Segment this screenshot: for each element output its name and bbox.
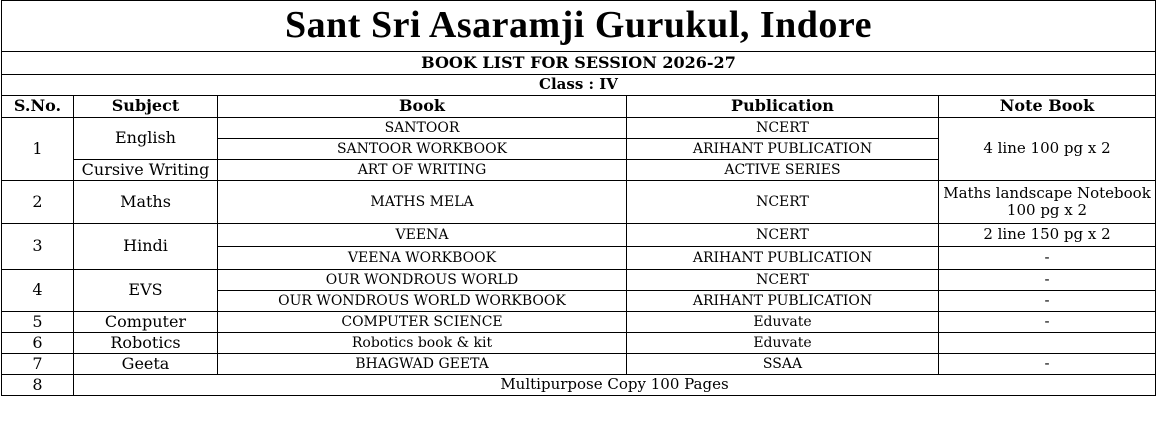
header-sno: S.No. (2, 96, 74, 118)
table-row (2, 354, 1156, 375)
session-row (2, 52, 1156, 75)
table-row (2, 333, 1156, 354)
sno-cell: 1 (2, 118, 74, 181)
sno-cell: 2 (2, 181, 74, 224)
notebook-cell: 4 line 100 pg x 2 (939, 118, 1156, 181)
book-cell: BHAGWAD GEETA (218, 354, 627, 375)
table-row (2, 224, 1156, 247)
table-row (2, 312, 1156, 333)
publication-cell: NCERT (627, 181, 939, 224)
notebook-cell: Maths landscape Notebook 100 pg x 2 (939, 181, 1156, 224)
notebook-cell: - (939, 291, 1156, 312)
class-row (2, 75, 1156, 96)
sno-cell: 8 (2, 375, 74, 396)
subject-cell: Geeta (74, 354, 218, 375)
header-subject: Subject (74, 96, 218, 118)
notebook-cell (939, 333, 1156, 354)
subject-cell: English (74, 118, 218, 160)
book-cell: VEENA (218, 224, 627, 247)
book-cell: SANTOOR WORKBOOK (218, 139, 627, 160)
book-cell: ART OF WRITING (218, 160, 627, 181)
subject-cell: Hindi (74, 224, 218, 270)
notebook-cell: 2 line 150 pg x 2 (939, 224, 1156, 247)
multipurpose-copy-cell: Multipurpose Copy 100 Pages (74, 375, 1156, 396)
notebook-cell: - (939, 247, 1156, 270)
subject-cell: Cursive Writing (74, 160, 218, 181)
publication-cell: Eduvate (627, 333, 939, 354)
publication-cell: ARIHANT PUBLICATION (627, 291, 939, 312)
subject-cell: Robotics (74, 333, 218, 354)
table-row (2, 270, 1156, 291)
book-cell: VEENA WORKBOOK (218, 247, 627, 270)
publication-cell: Eduvate (627, 312, 939, 333)
notebook-cell: - (939, 354, 1156, 375)
book-list-table (1, 0, 1156, 396)
subject-cell: EVS (74, 270, 218, 312)
book-cell: Robotics book & kit (218, 333, 627, 354)
sno-cell: 5 (2, 312, 74, 333)
publication-cell: SSAA (627, 354, 939, 375)
table-row (2, 181, 1156, 224)
title-row (2, 1, 1156, 52)
sno-cell: 3 (2, 224, 74, 270)
table-row (2, 118, 1156, 139)
publication-cell: NCERT (627, 270, 939, 291)
header-notebook: Note Book (939, 96, 1156, 118)
book-cell: OUR WONDROUS WORLD (218, 270, 627, 291)
book-cell: MATHS MELA (218, 181, 627, 224)
sno-cell: 7 (2, 354, 74, 375)
publication-cell: NCERT (627, 224, 939, 247)
publication-cell: ACTIVE SERIES (627, 160, 939, 181)
table-row (2, 375, 1156, 396)
sno-cell: 4 (2, 270, 74, 312)
book-cell: OUR WONDROUS WORLD WORKBOOK (218, 291, 627, 312)
header-book: Book (218, 96, 627, 118)
subject-cell: Computer (74, 312, 218, 333)
notebook-cell: - (939, 270, 1156, 291)
subject-cell: Maths (74, 181, 218, 224)
class-label: Class : IV (2, 75, 1156, 96)
header-row (2, 96, 1156, 118)
notebook-cell: - (939, 312, 1156, 333)
book-cell: COMPUTER SCIENCE (218, 312, 627, 333)
publication-cell: ARIHANT PUBLICATION (627, 247, 939, 270)
sno-cell: 6 (2, 333, 74, 354)
publication-cell: NCERT (627, 118, 939, 139)
header-publication: Publication (627, 96, 939, 118)
school-title: Sant Sri Asaramji Gurukul, Indore (2, 1, 1156, 52)
publication-cell: ARIHANT PUBLICATION (627, 139, 939, 160)
session-title: BOOK LIST FOR SESSION 2026-27 (2, 52, 1156, 75)
book-cell: SANTOOR (218, 118, 627, 139)
